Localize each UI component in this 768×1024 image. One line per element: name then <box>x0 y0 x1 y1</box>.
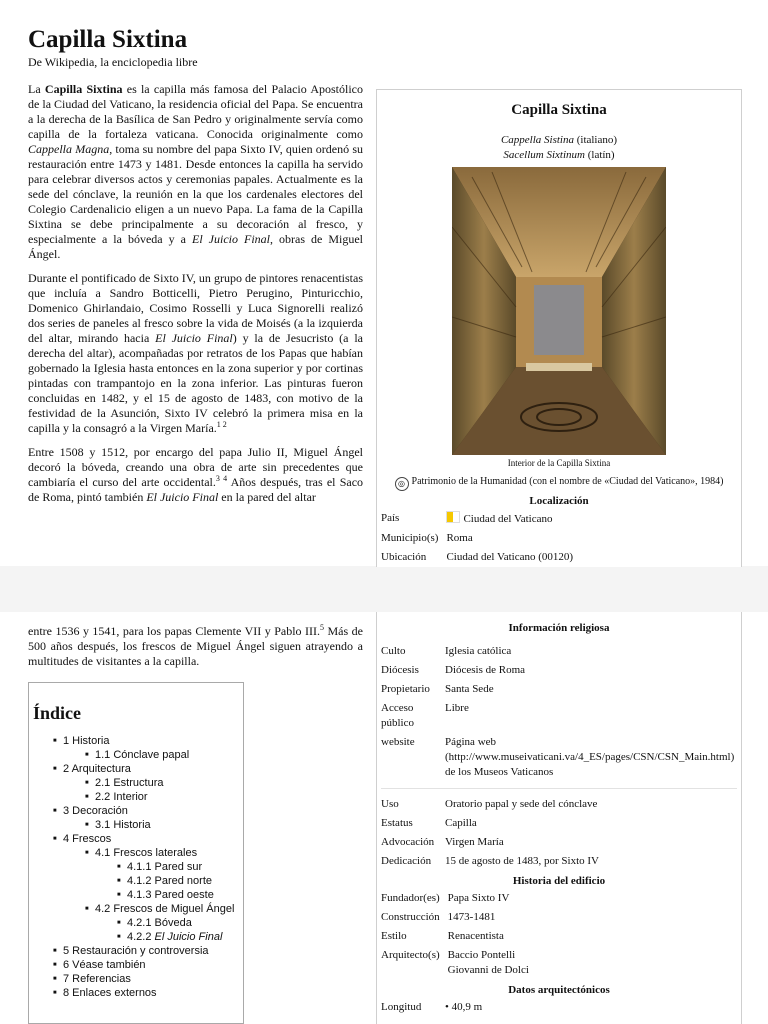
toc-list <box>29 734 243 1000</box>
section-history: Historia del edificio <box>512 875 606 887</box>
toc-item[interactable]: ■ 3 Decoración <box>29 804 243 818</box>
website-link[interactable]: Página web (http://www.museivaticani.va/4_ES/pages/CSN/CSN_Main.html) de los Museos Vaticanos <box>445 736 735 778</box>
toc-item[interactable]: ■ 2.1 Estructura <box>29 776 243 790</box>
paragraph-2 <box>28 271 363 436</box>
location-table <box>377 509 741 567</box>
table-row <box>377 998 741 1017</box>
language-label: (italiano) <box>573 134 618 146</box>
page-gap <box>0 566 768 612</box>
row-key: Municipio(s) <box>381 532 439 544</box>
text: Más de 500 años después, los frescos de Miguel Ángel siguen atrayendo a multitudes de visitantes a la capilla. <box>28 624 363 668</box>
row-value-link[interactable]: Virgen María <box>445 836 504 848</box>
table-row <box>377 509 741 529</box>
history-table <box>377 889 741 980</box>
italic-term: Cappella Magna <box>28 142 110 156</box>
table-row <box>377 908 741 927</box>
text: , toma su nombre del papa Sixto IV, quien ordenó su restauración entre 1473 y 1481. Desde entonces la capilla ha servido para celebrar diversos actos y ceremonias papales. Actualmente es la sede del cónclave, la reunión en la que los cardenales electores del Colegio Cardenalicio eligen a un nuevo Papa. La fama de la Capilla Sixtina se debe principalmente a su decoración al fresco, y especialmente a la bóveda y a <box>28 142 363 246</box>
reference-link[interactable]: 5 <box>320 623 325 632</box>
row-value-link[interactable]: Santa Sede <box>445 683 494 695</box>
toc-item[interactable]: ■ 6 Véase también <box>29 958 243 972</box>
row-key: Dedicación <box>381 855 432 867</box>
unesco-text[interactable]: Patrimonio de la Humanidad (con el nombre de «Ciudad del Vaticano», 1984) <box>411 476 724 487</box>
page-title: Capilla Sixtina <box>28 26 188 53</box>
table-row <box>377 946 741 980</box>
text: , obras de Miguel Ángel. <box>28 232 363 261</box>
article-body-continued <box>28 624 363 678</box>
row-key: Uso <box>381 798 399 810</box>
toc-item[interactable]: ■ 5 Restauración y controversia <box>29 944 243 958</box>
text: en la pared del altar <box>218 490 316 504</box>
row-key: website <box>381 736 415 748</box>
paragraph-4 <box>28 624 363 669</box>
religious-table <box>377 642 741 782</box>
row-key: Advocación <box>381 836 435 848</box>
row-key: Construcción <box>381 911 440 923</box>
table-row <box>377 642 741 661</box>
toc-item[interactable]: ■ 4.2 Frescos de Miguel Ángel <box>29 902 243 916</box>
table-row <box>377 889 741 908</box>
row-value: 15 de agosto de 1483, por Sixto IV <box>445 855 599 867</box>
infobox-title: Capilla Sixtina <box>511 102 607 118</box>
row-key: Fundador(es) <box>381 892 440 904</box>
row-value-link[interactable]: Diócesis de Roma <box>445 664 526 676</box>
vatican-flag-icon <box>446 511 460 523</box>
table-row <box>377 529 741 548</box>
name-latin: Sacellum Sixtinum <box>503 149 585 161</box>
toc-item[interactable]: ■ 4.2.1 Bóveda <box>29 916 243 930</box>
section-religious: Información religiosa <box>508 622 610 634</box>
toc-item[interactable]: ■ 8 Enlaces externos <box>29 986 243 1000</box>
infobox-continued <box>376 612 742 1024</box>
table-row <box>377 833 741 852</box>
toc-title: Índice <box>33 703 82 723</box>
usage-table <box>377 795 741 871</box>
toc-item[interactable]: ■ 4.1.2 Pared norte <box>29 874 243 888</box>
link-juicio-final[interactable]: El Juicio Final <box>155 331 233 345</box>
table-row <box>377 852 741 871</box>
section-location: Localización <box>529 495 589 507</box>
paragraph-1 <box>28 82 363 262</box>
row-value: Ciudad del Vaticano (00120) <box>446 551 574 563</box>
table-row <box>377 927 741 946</box>
toc-item[interactable]: ■ 1.1 Cónclave papal <box>29 748 243 762</box>
toc-item[interactable]: ■ 2.2 Interior <box>29 790 243 804</box>
chapel-interior-image[interactable] <box>452 167 666 455</box>
language-label: (latín) <box>584 149 615 161</box>
row-key: Estatus <box>381 817 413 829</box>
toc-item[interactable]: ■ 4.1.1 Pared sur <box>29 860 243 874</box>
toc-item[interactable]: ■ 4.1.3 Pared oeste <box>29 888 243 902</box>
reference-link[interactable]: 3 4 <box>215 474 228 483</box>
row-key: País <box>381 512 400 524</box>
row-value-link[interactable]: Baccio Pontelli Giovanni de Dolci <box>447 949 529 976</box>
row-value: • 40,9 m <box>445 1001 483 1013</box>
row-key: Longitud <box>381 1001 422 1013</box>
row-value: Libre <box>445 702 469 714</box>
table-row <box>377 661 741 680</box>
table-row <box>377 548 741 567</box>
paragraph-3 <box>28 445 363 505</box>
divider <box>381 788 737 789</box>
image-caption: Interior de la Capilla Sixtina <box>507 458 611 468</box>
text: es la capilla más famosa del Palacio Apostólico de la Ciudad del Vaticano, la residencia oficial del Papa. Se encuentra a la derecha de la Basílica de San Pedro y originalmente servía como capilla de la fortaleza vaticana. Conocida originalmente como <box>28 82 364 141</box>
toc-item[interactable]: ■ 3.1 Historia <box>29 818 243 832</box>
row-value: Capilla <box>445 817 477 829</box>
toc-item[interactable]: ■ 1 Historia <box>29 734 243 748</box>
row-key: Culto <box>381 645 406 657</box>
row-value: Oratorio papal y sede del cónclave <box>445 798 598 810</box>
infobox-names <box>377 133 741 163</box>
row-key: Arquitecto(s) <box>381 949 440 961</box>
table-row <box>377 699 741 733</box>
row-key: Estilo <box>381 930 407 942</box>
text: Entre 1508 y 1512, por encargo del papa Julio II, Miguel Ángel decoró la bóveda, creando una obra de arte sin precedentes que cambiaría el curso del arte occidental. <box>28 445 363 489</box>
article-body <box>28 82 363 514</box>
row-value-link[interactable]: Papa Sixto IV <box>447 892 510 904</box>
page-subtitle: De Wikipedia, la enciclopedia libre <box>28 55 198 69</box>
section-architecture: Datos arquitectónicos <box>508 984 610 996</box>
row-value: 1473-1481 <box>447 911 496 923</box>
text: entre 1536 y 1541, para los papas Clemente VII y Pablo III. <box>28 624 321 638</box>
link-juicio-final[interactable]: El Juicio Final <box>146 490 219 504</box>
text: Durante el pontificado de Sixto IV, un grupo de pintores renacentistas que incluía a Sandro Botticelli, Pietro Perugino, Pinturicchio, Domenico Ghirlandaio, Cosimo Rosselli y Luca Signorelli realizó dos series de paneles al fresco sobre la vida de Moisés (a la izquierda del altar, mirando hacia <box>28 271 363 345</box>
table-row <box>377 680 741 699</box>
unesco-row <box>377 476 741 491</box>
unesco-icon: ◎ <box>395 477 409 491</box>
toc-item[interactable]: ■ 4.1 Frescos laterales <box>29 846 243 860</box>
row-value-link[interactable]: Roma <box>446 532 473 544</box>
reference-link[interactable]: 1 2 <box>216 420 227 429</box>
toc-item[interactable]: ■ 4.2.2 El Juicio Final <box>29 930 243 944</box>
toc-item[interactable]: ■ 2 Arquitectura <box>29 762 243 776</box>
text: La <box>28 82 45 96</box>
table-row <box>377 814 741 833</box>
table-row <box>377 733 741 782</box>
row-key: Acceso público <box>381 702 414 729</box>
row-value-link[interactable]: Renacentista <box>447 930 504 942</box>
bold-term: Capilla Sixtina <box>44 82 123 96</box>
row-key: Propietario <box>381 683 430 695</box>
row-key: Ubicación <box>381 551 427 563</box>
name-italian: Cappella Sistina <box>500 134 574 146</box>
table-of-contents <box>28 682 244 1024</box>
table-row <box>377 795 741 814</box>
toc-item[interactable]: ■ 7 Referencias <box>29 972 243 986</box>
link-juicio-final[interactable]: El Juicio Final <box>191 232 270 246</box>
row-key: Diócesis <box>381 664 419 676</box>
row-value-link[interactable]: Ciudad del Vaticano <box>463 513 553 525</box>
text: Años después, tras el Saco de Roma, pintó también <box>28 475 364 504</box>
infobox <box>376 89 742 567</box>
text: ) y la de Jesucristo (a la derecha del altar), acompañadas por retratos de los Papas que habían gobernado la Iglesia hasta entonces en la zona superior y por cortinas pintadas con trampantojo en la zona inferior. Las pinturas fueron concluidas en 1482, y el 15 de agosto de 1483, con motivo de la festividad de la Asunción, Sixto IV celebró la primera misa en la capilla y la consagró a la Virgen María. <box>28 331 363 435</box>
row-value-link[interactable]: Iglesia católica <box>445 645 512 657</box>
toc-item[interactable]: ■ 4 Frescos <box>29 832 243 846</box>
architecture-table <box>377 998 741 1017</box>
